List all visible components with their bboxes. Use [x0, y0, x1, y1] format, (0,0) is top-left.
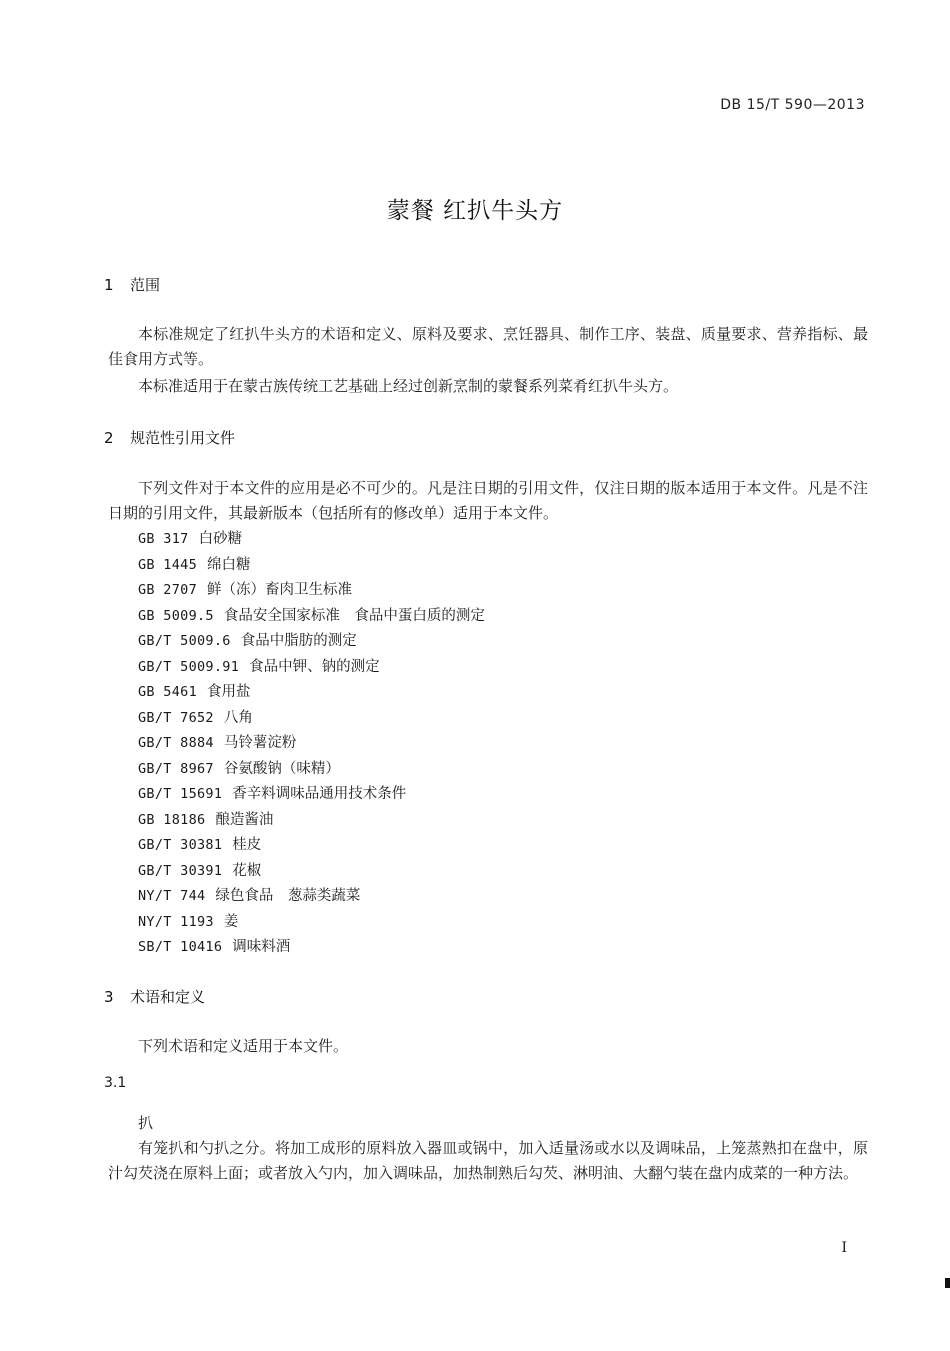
list-item: [138, 782, 485, 808]
reference-code: GB/T 30391: [138, 862, 223, 879]
standard-code: DB 15/T 590—2013: [720, 97, 865, 113]
section-title: 范围: [130, 276, 161, 294]
list-item: [138, 731, 485, 757]
clause-number: 3.1: [104, 1075, 127, 1091]
references-intro: 下列文件对于本文件的应用是必不可少的。凡是注日期的引用文件，仅注日期的版本适用于本文件。凡是不注日期的引用文件，其最新版本（包括所有的修改单）适用于本文件。: [108, 479, 868, 522]
term-definition: 有笼扒和勺扒之分。将加工成形的原料放入器皿或锅中，加入适量汤或水以及调味品，上笼蒸熟扣在盘中，原汁勾芡浇在原料上面；或者放入勺内，加入调味品，加热制熟后勾芡、淋明油、大翻勺装在盘内成菜的一种方法。: [108, 1139, 868, 1182]
reference-name: 谷氨酸钠（味精）: [223, 760, 340, 777]
reference-name: 绿色食品 葱蒜类蔬菜: [215, 888, 361, 904]
list-item: [138, 527, 485, 553]
reference-name: 绵白糖: [207, 556, 251, 573]
reference-name: 白砂糖: [198, 531, 243, 547]
reference-code: GB 5009.5: [138, 607, 214, 624]
reference-name: 食品安全国家标准 食品中蛋白质的测定: [223, 607, 485, 624]
reference-code: GB/T 5009.91: [138, 658, 240, 675]
reference-code: GB 5461: [138, 684, 197, 700]
reference-name: 八角: [223, 709, 253, 726]
reference-code: GB 317: [138, 531, 189, 547]
reference-code: GB 1445: [138, 556, 197, 573]
reference-code: SB/T 10416: [138, 939, 223, 955]
section-heading-scope: [104, 274, 160, 295]
reference-code: GB/T 5009.6: [138, 633, 231, 649]
reference-code: GB/T 7652: [138, 709, 214, 726]
reference-code: GB/T 8884: [138, 735, 214, 751]
reference-name: 酿造酱油: [215, 811, 274, 828]
section-number: 3: [104, 988, 114, 1006]
list-item: [138, 578, 485, 604]
reference-code: NY/T 744: [138, 888, 206, 904]
scan-edge-mark: [945, 1278, 950, 1288]
reference-name: 马铃薯淀粉: [223, 735, 297, 751]
section-title: 术语和定义: [130, 988, 206, 1006]
reference-name: 姜: [223, 913, 239, 930]
reference-name: 食品中脂肪的测定: [240, 633, 357, 649]
list-item: [138, 833, 485, 859]
document-title: 蒙餐 红扒牛头方: [386, 198, 564, 224]
list-item: [138, 604, 485, 630]
reference-name: 桂皮: [232, 837, 262, 853]
scope-paragraph-2: 本标准适用于在蒙古族传统工艺基础上经过创新烹制的蒙餐系列菜肴红扒牛头方。: [138, 377, 679, 395]
page-number: I: [841, 1240, 847, 1256]
reference-code: GB 18186: [138, 811, 206, 828]
reference-name: 调味料酒: [232, 939, 291, 955]
reference-code: GB/T 15691: [138, 786, 223, 802]
list-item: [138, 935, 485, 961]
reference-list: [138, 527, 485, 961]
reference-name: 食品中钾、钠的测定: [249, 658, 380, 675]
scope-paragraph-1: 本标准规定了红扒牛头方的术语和定义、原料及要求、烹饪器具、制作工序、装盘、质量要求、营养指标、最佳食用方式等。: [108, 325, 868, 368]
section-number: 2: [104, 429, 114, 447]
section-heading-terms: [104, 986, 205, 1007]
section-number: 1: [104, 276, 114, 294]
list-item: [138, 629, 485, 655]
terms-intro: 下列术语和定义适用于本文件。: [138, 1037, 349, 1055]
list-item: [138, 859, 485, 885]
section-heading-normative-references: [104, 427, 235, 448]
list-item: [138, 757, 485, 783]
reference-name: 香辛料调味品通用技术条件: [232, 786, 407, 802]
list-item: [138, 910, 485, 936]
list-item: [138, 706, 485, 732]
list-item: [138, 680, 485, 706]
list-item: [138, 884, 485, 910]
list-item: [138, 808, 485, 834]
reference-name: 食用盐: [207, 684, 251, 700]
list-item: [138, 553, 485, 579]
reference-code: NY/T 1193: [138, 913, 214, 930]
section-title: 规范性引用文件: [130, 429, 236, 447]
reference-code: GB/T 30381: [138, 837, 223, 853]
reference-code: GB 2707: [138, 582, 197, 598]
reference-code: GB/T 8967: [138, 760, 214, 777]
list-item: [138, 655, 485, 681]
reference-name: 鲜（冻）畜肉卫生标准: [207, 582, 352, 598]
reference-name: 花椒: [232, 862, 262, 879]
term-name: 扒: [138, 1114, 154, 1132]
